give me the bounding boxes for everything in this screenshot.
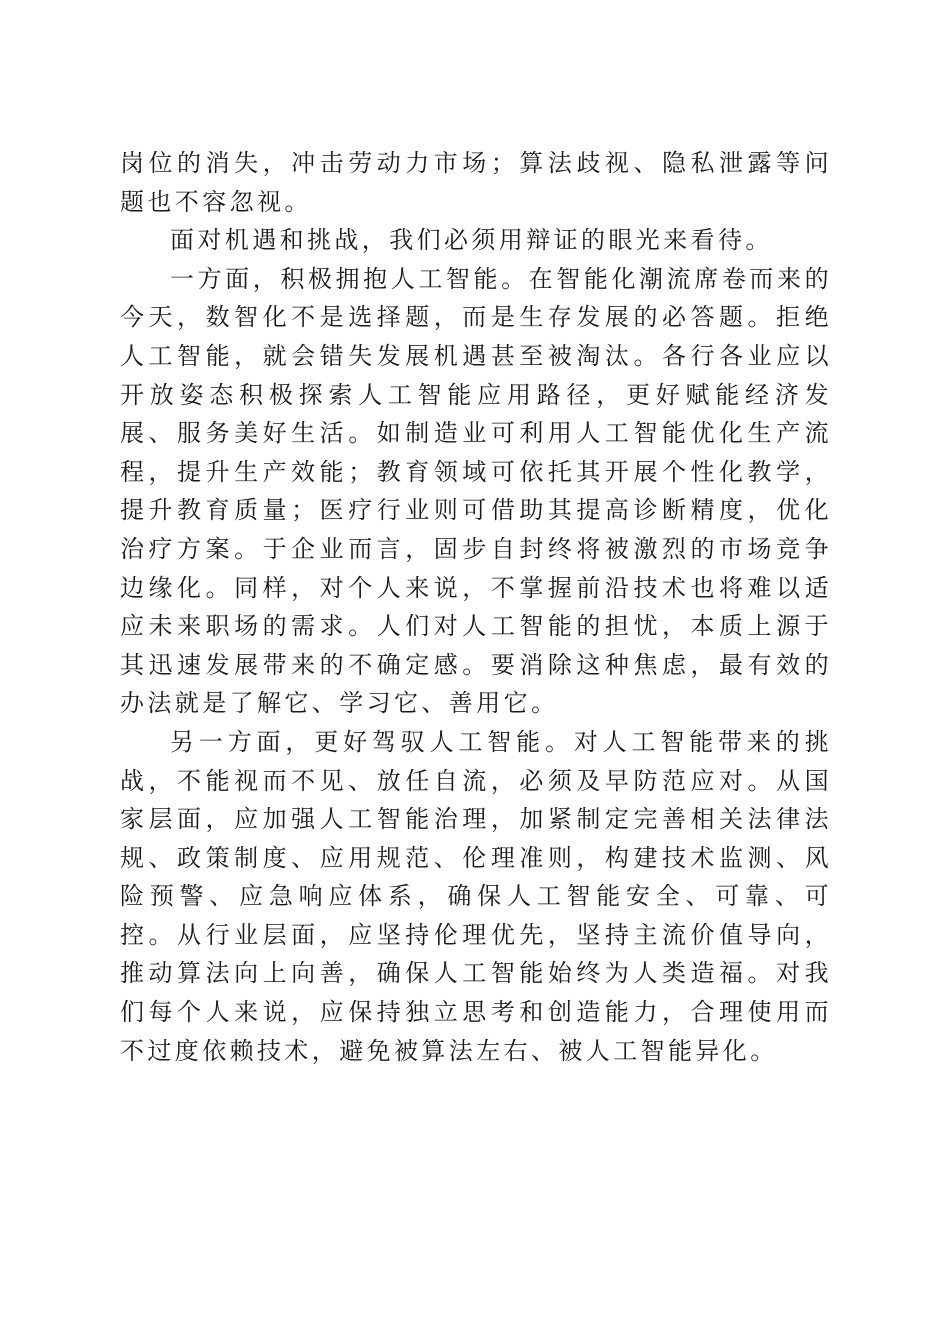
paragraph-govern-ai: 另一方面，更好驾驭人工智能。对人工智能带来的挑战，不能视而不见、放任自流，必须及早防范应对。从国家层面，应加强人工智能治理，加紧制定完善相关法律法规、政策制度、应用规范、伦理准则，构建技术监测、风险预警、应急响应体系，确保人工智能安全、可靠、可控。从行业层面，应坚持伦理优先，坚持主流价值导向，推动算法向上向善，确保人工智能始终为人类造福。对我们每个人来说，应保持独立思考和创造能力，合理使用而不过度依赖技术，避免被算法左右、被人工智能异化。 bbox=[120, 727, 832, 1065]
paragraph-thesis: 面对机遇和挑战，我们必须用辩证的眼光来看待。 bbox=[170, 226, 773, 255]
document-page bbox=[120, 144, 832, 1070]
paragraph-embrace-ai: 一方面，积极拥抱人工智能。在智能化潮流席卷而来的今天，数智化不是选择题，而是生存发展的必答题。拒绝人工智能，就会错失发展机遇甚至被淘汰。各行各业应以开放姿态积极探索人工智能应用路径，更好赋能经济发展、服务美好生活。如制造业可利用人工智能优化生产流程，提升生产效能；教育领域可依托其开展个性化教学，提升教育质量；医疗行业则可借助其提高诊断精度，优化治疗方案。于企业而言，固步自封终将被激烈的市场竞争边缘化。同样，对个人来说，不掌握前沿技术也将难以适应未来职场的需求。人们对人工智能的担忧，本质上源于其迅速发展带来的不确定感。要消除这种焦虑，最有效的办法就是了解它、学习它、善用它。 bbox=[120, 264, 832, 718]
paragraph-continuation: 岗位的消失，冲击劳动力市场；算法歧视、隐私泄露等问题也不容忽视。 bbox=[120, 149, 832, 216]
